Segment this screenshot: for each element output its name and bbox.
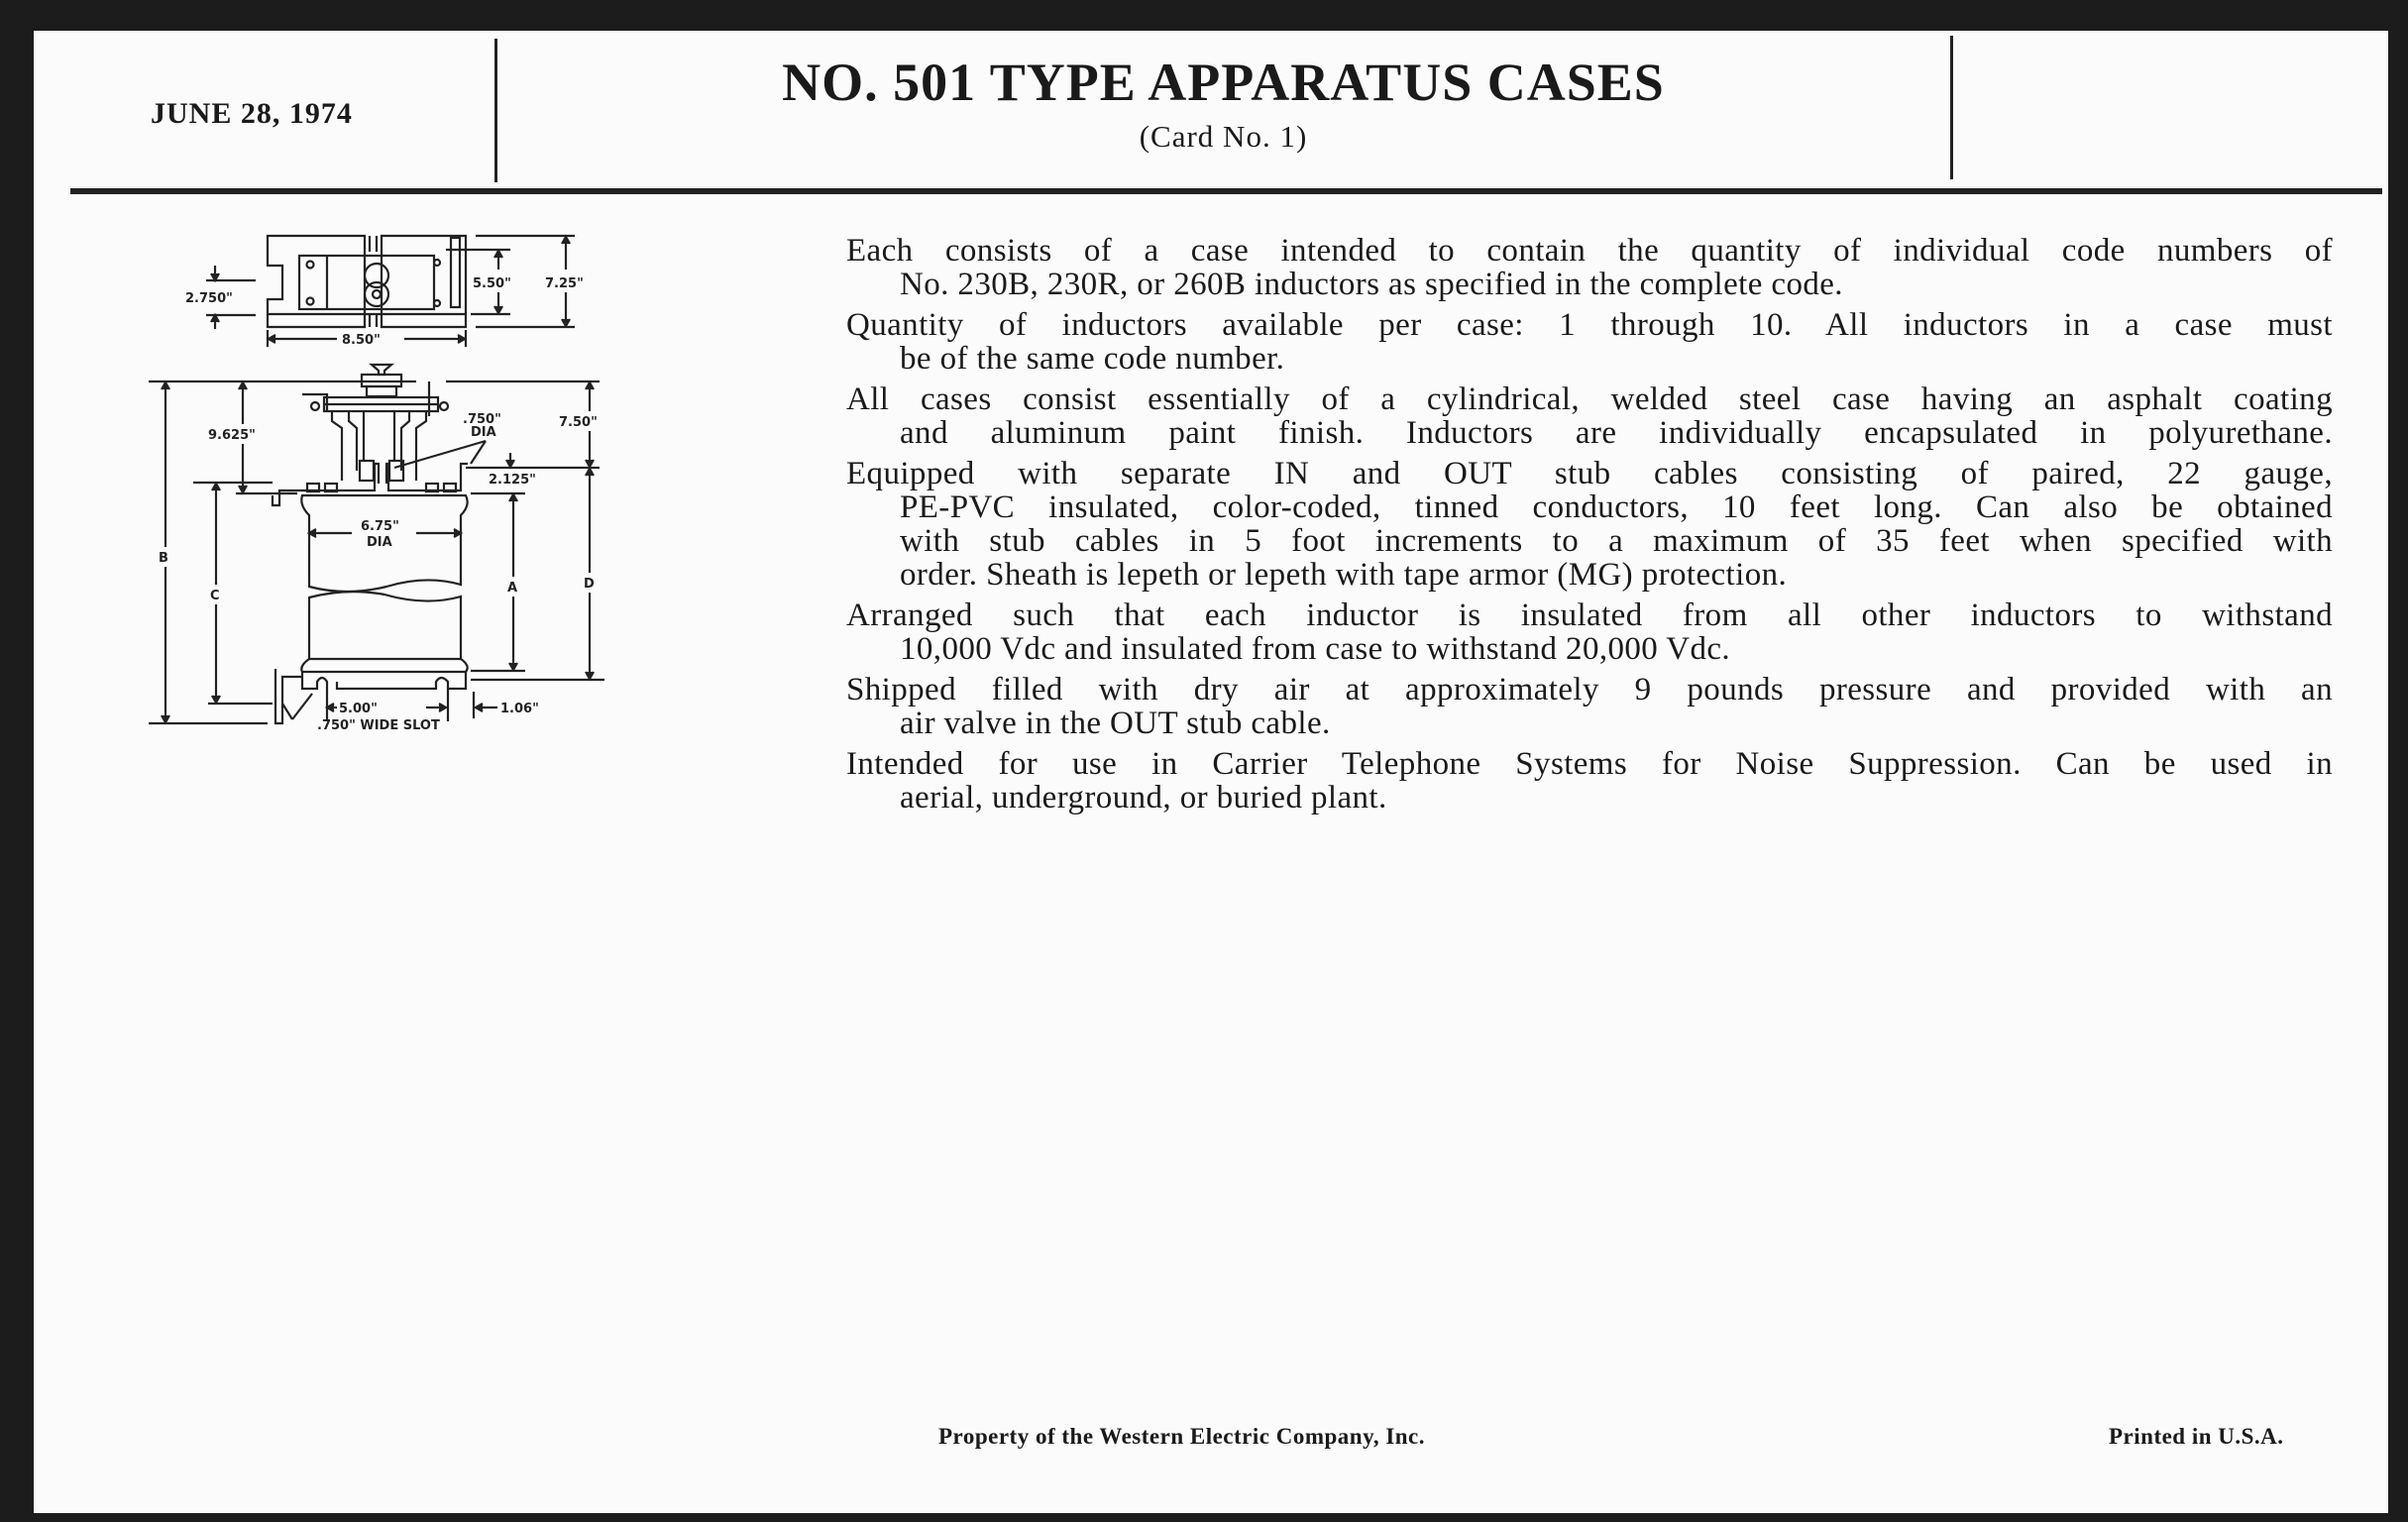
dim-valve-dia-suffix: DIA	[471, 425, 496, 440]
text-line: Arranged such that each inductor is insulated from all other inductors to withstand	[846, 598, 2333, 633]
text-line: be of the same code number.	[900, 341, 1285, 377]
text-line: Equipped with separate IN and OUT stub cables consisting of paired, 22 gauge,	[846, 456, 2333, 491]
paragraph-shipping	[846, 673, 2333, 740]
dim-725: 7.25"	[545, 276, 584, 291]
dim-valve-dia: .750"	[463, 412, 501, 427]
paragraph-construction	[846, 382, 2333, 450]
text-line: and aluminum paint finish. Inductors are individually encapsulated in polyurethane.	[900, 415, 2333, 451]
paragraph-insulation	[846, 598, 2333, 666]
text-line: air valve in the OUT stub cable.	[900, 706, 1331, 741]
card-date: JUNE 28, 1974	[151, 97, 353, 130]
text-line: All cases consist essentially of a cylindrical, welded steel case having an asphalt coating	[846, 381, 2333, 417]
label-b: B	[159, 551, 168, 566]
dim-2125: 2.125"	[489, 473, 536, 488]
paragraph-cables	[846, 457, 2333, 592]
dim-675-suffix: DIA	[367, 535, 392, 550]
slot-note: .750" WIDE SLOT	[317, 718, 440, 733]
text-line: Intended for use in Carrier Telephone Systems for Noise Suppression. Can be used in	[846, 746, 2333, 782]
dim-750: 7.50"	[559, 415, 598, 430]
dim-850: 8.50"	[342, 333, 381, 348]
top-view	[206, 236, 575, 347]
text-line: No. 230B, 230R, or 260B inductors as specified in the complete code.	[900, 267, 1843, 302]
printed-notice: Printed in U.S.A.	[2109, 1424, 2284, 1449]
text-line: with stub cables in 5 foot increments to a maximum of 35 feet when specified with	[900, 523, 2333, 559]
dim-550: 5.50"	[473, 276, 511, 291]
label-c: C	[210, 589, 220, 603]
page-title: NO. 501 TYPE APPARATUS CASES	[782, 53, 1665, 112]
text-line: Shipped filled with dry air at approximately 9 pounds pressure and provided with an	[846, 672, 2333, 707]
description-text	[846, 234, 2333, 821]
paragraph-usage	[846, 747, 2333, 815]
paragraph-contents	[846, 234, 2333, 301]
text-line: Each consists of a case intended to contain the quantity of individual code numbers of	[846, 233, 2333, 269]
property-notice: Property of the Western Electric Company, Inc.	[938, 1424, 1426, 1449]
dim-675: 6.75"	[361, 519, 399, 534]
text-line: 10,000 Vdc and insulated from case to withstand 20,000 Vdc.	[900, 631, 1731, 667]
label-d: D	[584, 577, 595, 592]
dim-500: 5.00"	[339, 702, 378, 716]
text-line: order. Sheath is lepeth or lepeth with tape armor (MG) protection.	[900, 557, 1788, 593]
text-line: aerial, underground, or buried plant.	[900, 780, 1387, 815]
dim-9625: 9.625"	[208, 428, 256, 443]
card-number: (Card No. 1)	[1139, 119, 1308, 154]
text-line: Quantity of inductors available per case: 1 through 10. All inductors in a case must	[846, 307, 2333, 343]
header-rule	[70, 188, 2382, 194]
dim-106: 1.06"	[500, 702, 539, 716]
text-line: PE-PVC insulated, color-coded, tinned conductors, 10 feet long. Can also be obtained	[900, 489, 2333, 525]
paragraph-quantity	[846, 308, 2333, 376]
dim-2750: 2.750"	[185, 291, 233, 306]
label-a: A	[507, 581, 518, 596]
apparatus-case-drawing	[129, 218, 674, 1229]
